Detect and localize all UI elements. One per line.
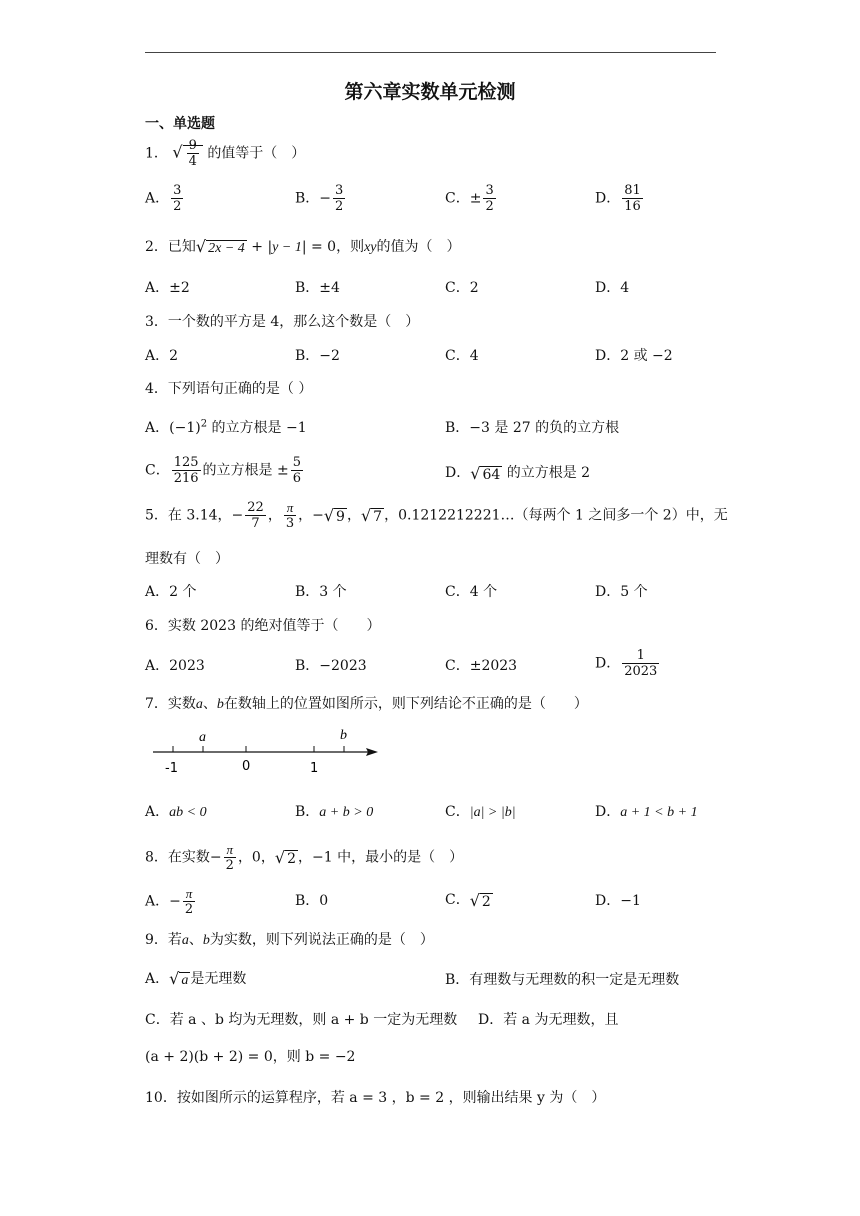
option-c[interactable]: C．4 (445, 348, 479, 364)
option-d[interactable]: D．a + 1 < b + 1 (595, 804, 698, 820)
option-d[interactable]: D． $\frac{1}{2023}$ (595, 648, 658, 679)
number-line-figure (148, 722, 383, 778)
option-a[interactable]: A．√ a 是无理数 (145, 969, 247, 988)
option-d[interactable]: D． $\frac{81}{16}$ (595, 183, 641, 214)
tick-label: -1 (165, 761, 178, 776)
header-rule (145, 52, 716, 53)
option-c[interactable]: C．± $\frac{3}{2}$ (445, 183, 494, 214)
option-a[interactable]: A．2 个 (145, 584, 197, 600)
option-d-continued: (a + 2)(b + 2) = 0，则 b = −2 (145, 1049, 356, 1065)
section-heading: 一、单选题 (145, 116, 215, 132)
option-a[interactable]: A．ab < 0 (145, 804, 207, 820)
option-a[interactable]: A．− $\frac{\pi}{2}$ (145, 886, 194, 917)
option-c[interactable]: C．√ 2 (445, 890, 491, 910)
option-a[interactable]: A． $\frac{3}{2}$ (145, 183, 182, 214)
option-b[interactable]: B．−3 是 27 的负的立方根 (445, 420, 620, 436)
option-c[interactable]: C．若 a 、b 均为无理数，则 a + b 一定为无理数 (145, 1012, 458, 1028)
question-7: 7．实数a、b在数轴上的位置如图所示，则下列结论不正确的是（ ） (145, 696, 588, 712)
option-b[interactable]: B．±4 (295, 280, 340, 296)
option-b[interactable]: B．a + b > 0 (295, 804, 374, 820)
tick-label: 0 (242, 759, 251, 774)
label-b: b (340, 728, 347, 743)
option-b[interactable]: B．0 (295, 893, 329, 909)
option-c[interactable]: C．|a| > |b| (445, 804, 516, 820)
option-a[interactable]: A．±2 (145, 280, 190, 296)
option-a[interactable]: A．2 (145, 348, 179, 364)
question-1 (145, 138, 305, 169)
option-b[interactable]: B．有理数与无理数的积一定是无理数 (445, 972, 680, 988)
question-6: 6．实数 2023 的绝对值等于（ ） (145, 618, 381, 634)
option-d[interactable]: D．−1 (595, 893, 641, 909)
option-c[interactable]: C．2 (445, 280, 479, 296)
question-number: 1． (145, 145, 168, 162)
option-d[interactable]: D．2 或 −2 (595, 348, 673, 364)
question-8: 8．在实数− $\frac{\pi}{2}$ ，0，√ 2 ，−1 中，最小的是（ ） (145, 842, 464, 873)
option-d[interactable]: D．√ 64 的立方根是 2 (445, 463, 591, 483)
option-b[interactable]: B．− $\frac{3}{2}$ (295, 183, 344, 214)
question-5-line2: 理数有（ ） (145, 551, 229, 567)
sqrt-expression: √ $\frac{9}{4}$ (172, 138, 202, 169)
option-c[interactable]: C． $\frac{125}{216}$ 的立方根是 ± $\frac{5}{6}$ (145, 455, 302, 486)
question-text: 的值等于（ ） (207, 145, 306, 162)
option-c[interactable]: C．4 个 (445, 584, 498, 600)
question-4: 4．下列语句正确的是（ ） (145, 381, 313, 397)
option-c[interactable]: C．±2023 (445, 658, 518, 674)
option-b[interactable]: B．−2 (295, 348, 340, 364)
option-d[interactable]: D．若 a 为无理数，且 (478, 1012, 619, 1028)
question-5: 5．在 3.14，− $\frac{22}{7}$ ， $\frac{\pi}{3}$ ，−√ 9 ，√ 7 ，0.1212212221…（每两个 1 之间多一个 2）中，无 (145, 500, 728, 531)
label-a: a (199, 730, 206, 745)
question-9: 9．若a、b为实数，则下列说法正确的是（ ） (145, 932, 434, 948)
option-d[interactable]: D．5 个 (595, 584, 648, 600)
option-b[interactable]: B．−2023 (295, 658, 367, 674)
question-10: 10．按如图所示的运算程序，若 a = 3 ，b = 2 ，则输出结果 y 为（ ） (145, 1090, 606, 1106)
question-3: 3．一个数的平方是 4，那么这个数是（ ） (145, 314, 420, 330)
question-2: 2．已知√ 2x − 4 + |y − 1| = 0，则xy的值为（ ） (145, 237, 461, 256)
tick-label: 1 (310, 761, 319, 776)
option-b[interactable]: B．3 个 (295, 584, 347, 600)
option-a[interactable]: A．$(-1)^2$ 的立方根是 −1 (145, 418, 307, 436)
option-d[interactable]: D．4 (595, 280, 630, 296)
page-title: 第六章实数单元检测 (344, 81, 516, 103)
option-a[interactable]: A．2023 (145, 658, 205, 674)
